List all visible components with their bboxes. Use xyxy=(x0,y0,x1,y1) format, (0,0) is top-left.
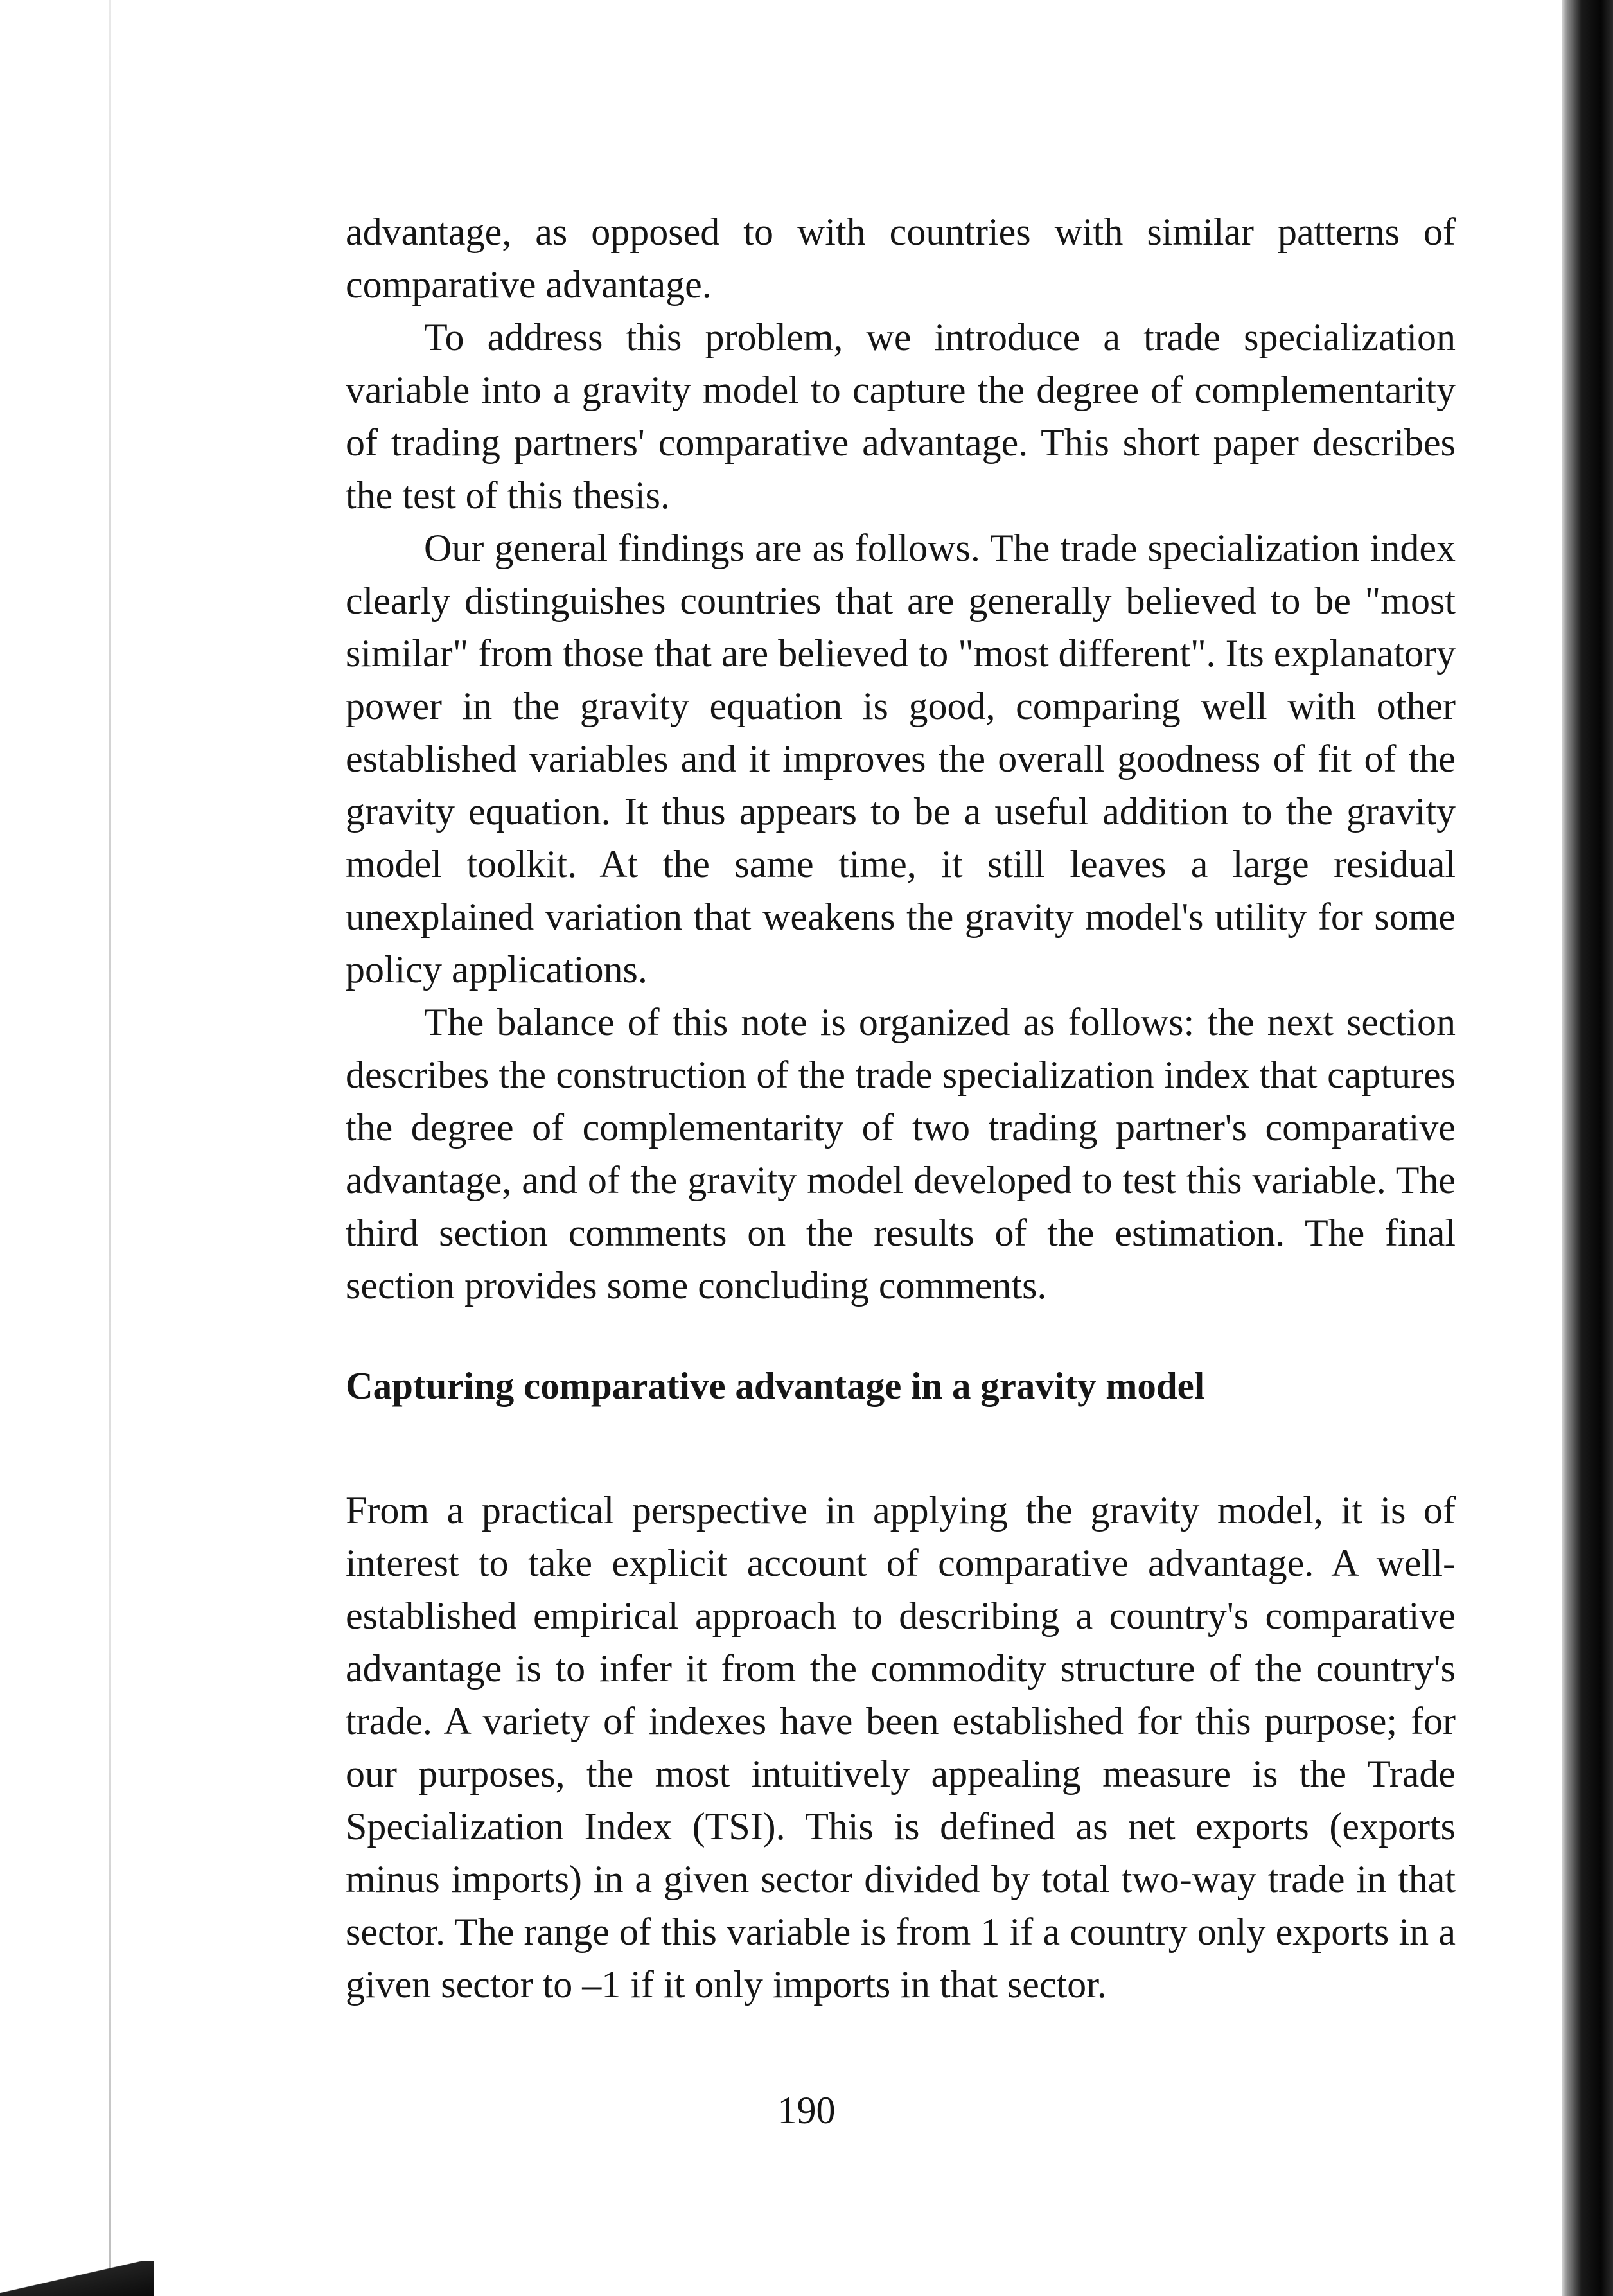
paragraph-continuation: advantage, as opposed to with countries with similar patterns of comparative advantage. xyxy=(346,211,1456,306)
scan-corner-shadow xyxy=(0,2261,154,2296)
book-spine-shadow xyxy=(1562,0,1613,2296)
paragraph-outline: The balance of this note is organized as follows: the next section describes the construction of the trade specialization index that captures the degree of complementarity of two trading partner's comparative advantage, and of the gravity model developed to test this variable. The third section comments on the results of the estimation. The final section provides some concluding comments. xyxy=(346,1001,1456,1307)
left-page-edge xyxy=(109,0,111,2296)
page-number: 190 xyxy=(777,2089,836,2132)
body-text xyxy=(346,206,1456,2011)
paragraph-findings: Our general findings are as follows. The trade specialization index clearly distinguishes countries that are generally believed to be "most similar" from those that are believed to "most different". Its explanatory power in the gravity equation is good, comparing well with other established variables and it improves the overall goodness of fit of the gravity equation. It thus appears to be a useful addition to the gravity model toolkit. At the same time, it still leaves a large residual unexplained variation that weakens the gravity model's utility for some policy applications. xyxy=(346,527,1456,991)
section-body-paragraph: From a practical perspective in applying the gravity model, it is of interest to take explicit account of comparative advantage. A well-established empirical approach to describing a country's comparative advantage is to infer it from the commodity structure of the country's trade. A variety of indexes have been established for this purpose; for our purposes, the most intuitively appealing measure is the Trade Specialization Index (TSI). This is defined as net exports (exports minus imports) in a given sector divided by total two-way trade in that sector. The range of this variable is from 1 if a country only exports in a given sector to –1 if it only imports in that sector. xyxy=(346,1489,1456,2006)
section-heading: Capturing comparative advantage in a gravity model xyxy=(346,1364,1205,1407)
paragraph-problem: To address this problem, we introduce a trade specialization variable into a gravity model to capture the degree of complementarity of trading partners' comparative advantage. This short paper describes the test of this thesis. xyxy=(346,316,1456,517)
